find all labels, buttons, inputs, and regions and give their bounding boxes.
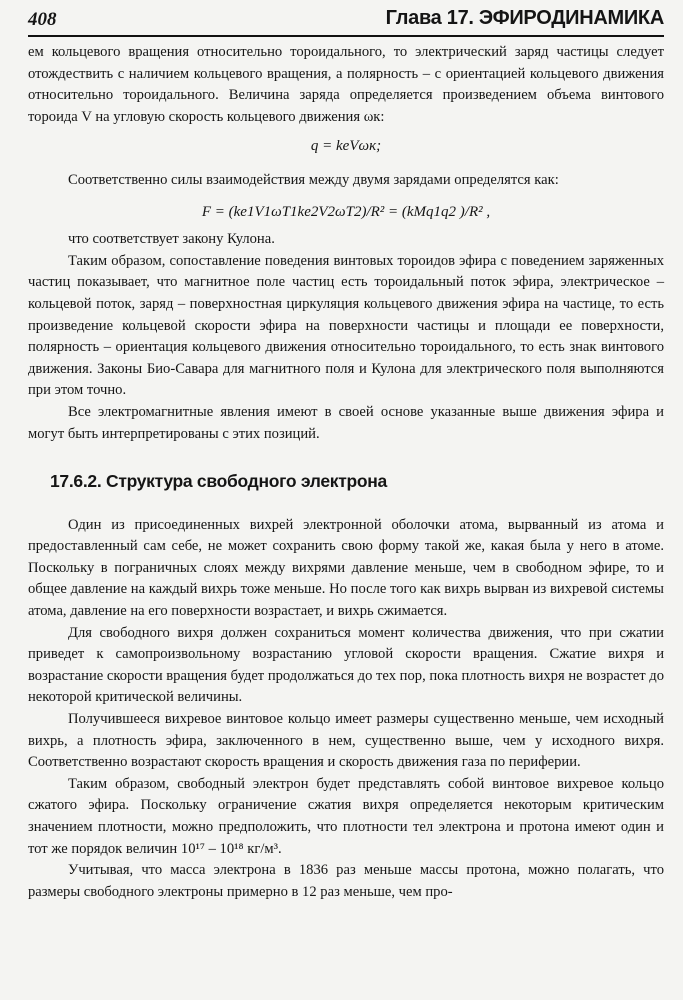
paragraph-2: Соответственно силы взаимодействия между двумя зарядами определятся как: <box>68 171 559 188</box>
chapter-title: Глава 17. ЭФИРОДИНАМИКА <box>385 7 664 29</box>
paragraph-9: Таким образом, свободный электрон будет представлять собой винтовое вихревое кольцо сжатого эфира. Поскольку ограничение сжатия вихря определяется некоторым критическим значением плотности, можно предположить, что плотности тел электрона и протона имеют один и тот же порядок величин 10¹⁷ – 10¹⁸ кг/м³. <box>28 775 664 857</box>
formula-force: F = (ke1V1ωT1ke2V2ωT2)/R² = (kMq1q2 )/R² , <box>201 203 491 220</box>
paragraph-1: ем кольцевого вращения относительно тороидального, то электрический заряд частицы следует отождествить с наличием кольцевого вращения, а полярность – с ориентацией кольцевого движения относительно тороидального. Величина заряда определяется произведением объема винтового тороида V на угловую скорость кольцевого движения ωк: <box>28 44 664 125</box>
page-body <box>28 42 664 903</box>
paragraph-4: Таким образом, сопоставление поведения винтовых тороидов эфира с поведением заряженных частиц показывает, что магнитное поле частиц есть тороидальный поток эфира, электрическое – кольцевой поток, заряд – поверхностная циркуляция кольцевого движения эфира на частице, то есть произведение кольцевой скорости эфира на поверхности частицы и площади ее поверхности, полярность – ориентация кольцевого движения относительно тороидального, то есть знак винтового движения. Законы Био-Савара для магнитного поля и Кулона для электрического поля выполняются при этом точно. <box>28 252 664 399</box>
paragraph-7: Для свободного вихря должен сохраниться момент количества движения, что при сжатии приведет к самопроизвольному возрастанию угловой скорости вращения. Сжатие вихря и возрастание скорости вращения будет продолжаться до тех пор, пока плотность вихря не возрастет до некоторой критической величины. <box>28 624 664 706</box>
paragraph-10: Учитывая, что масса электрона в 1836 раз меньше массы протона, можно полагать, что размеры свободного электроны примерно в 12 раз меньше, чем про- <box>28 862 664 900</box>
paragraph-5: Все электромагнитные явления имеют в своей основе указанные выше движения эфира и могут быть интерпретированы с этих позиций. <box>28 403 664 442</box>
paragraph-6: Один из присоединенных вихрей электронной оболочки атома, вырванный из атома и предоставленный сам себе, не может сохранить свою форму такой же, какая была у него в атоме. Поскольку в пограничных слоях между вихрями давление меньше, чем в свободном эфире, то и общее давление на каждый вихрь тоже меньше. Но после того как вихрь вырван из вихревой системы атома, давление на его поверхности возрастает, и вихрь сжимается. <box>28 516 664 620</box>
page-number: 408 <box>28 9 57 30</box>
page-header <box>28 5 664 37</box>
section-heading: 17.6.2. Структура свободного электрона <box>50 471 387 492</box>
paragraph-8: Получившееся вихревое винтовое кольцо имеет размеры существенно меньше, чем исходный вихрь, а плотность эфира, заключенного в нем, существенно выше, чем у исходного вихря. Соответственно возрастают скорость вращения и скорость движения газа по периферии. <box>28 711 664 771</box>
formula-charge: q = kеVωк; <box>310 138 382 155</box>
header-rule <box>28 35 664 37</box>
paragraph-3: что соответствует закону Кулона. <box>68 231 275 248</box>
